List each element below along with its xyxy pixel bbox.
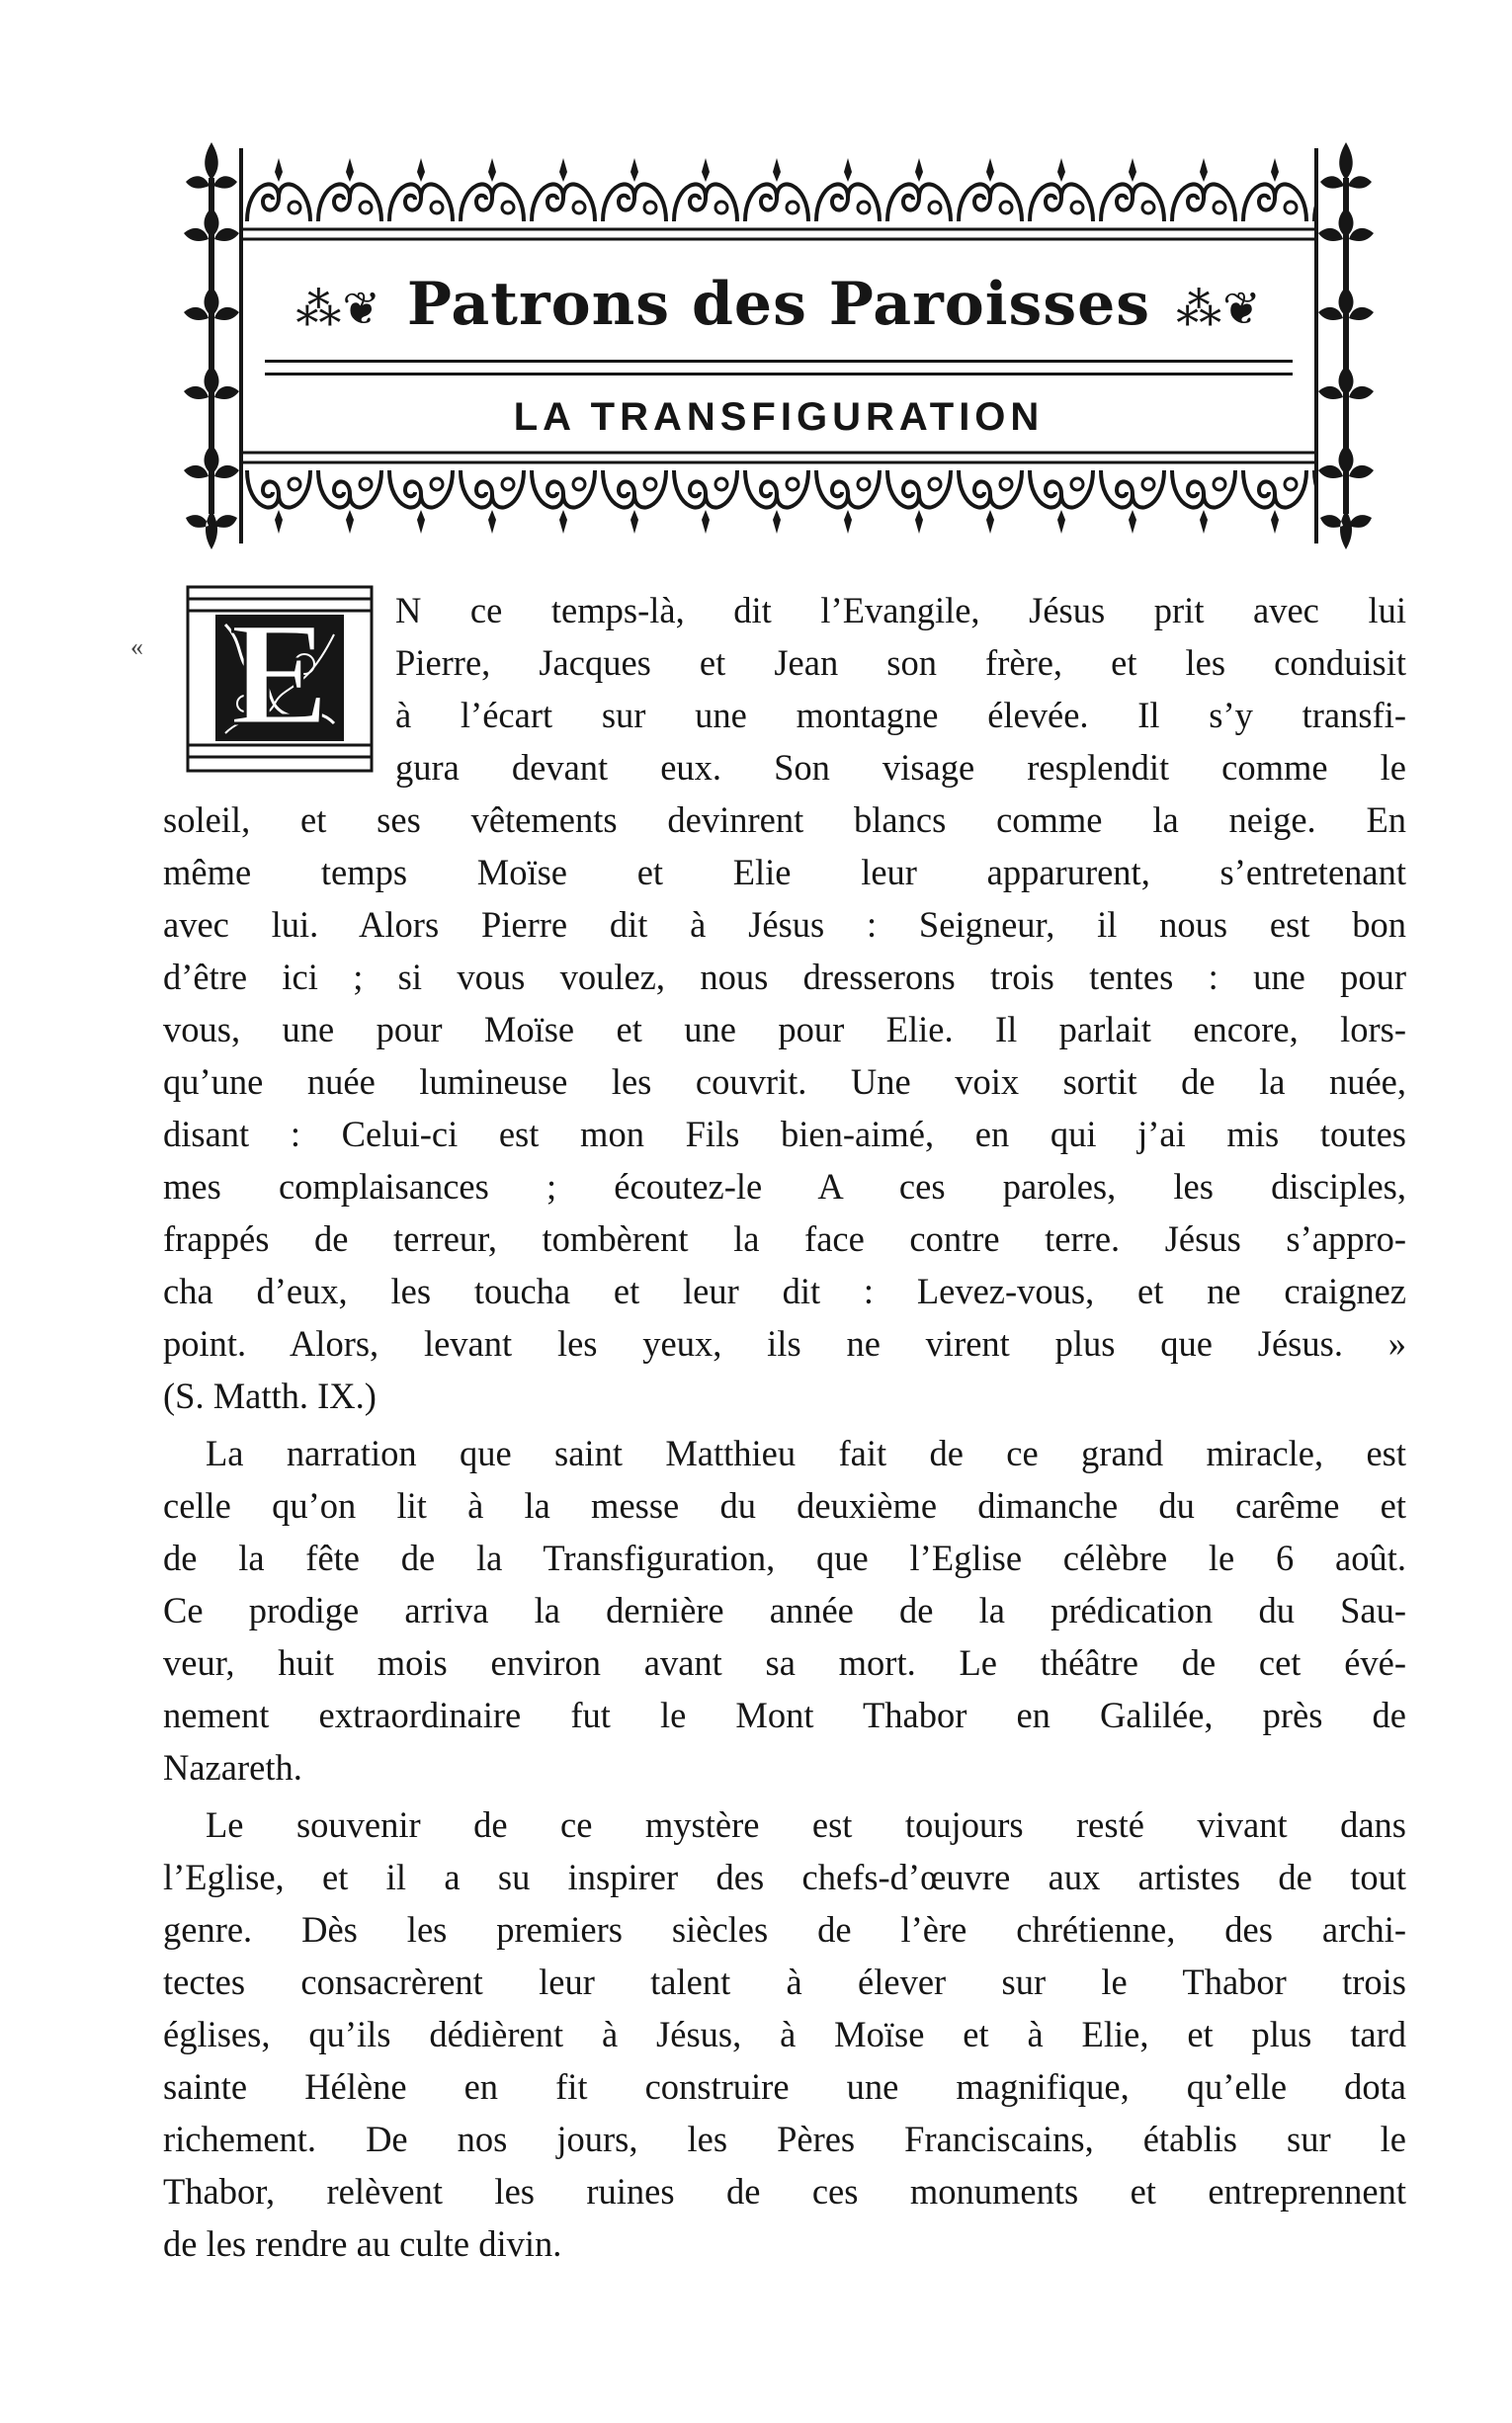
text-line: qu’une nuée lumineuse les couvrit. Une voix sortit de la nuée,	[163, 1061, 1406, 1102]
text-line: veur, huit mois environ avant sa mort. Le théâtre de cet évé-	[163, 1642, 1406, 1683]
ornamental-band-top-icon	[243, 152, 1314, 241]
text-line: N ce temps-là, dit l’Evangile, Jésus prit avec lui	[395, 590, 1406, 630]
text-line: mes complaisances ; écoutez-le A ces paroles, les disciples,	[163, 1166, 1406, 1207]
text-line: vous, une pour Moïse et une pour Elie. Il parlait encore, lors-	[163, 1009, 1406, 1049]
margin-quote-mark: «	[130, 632, 143, 661]
text-line: tectes consacrèrent leur talent à élever sur le Thabor trois	[163, 1962, 1406, 2002]
header-double-rule	[265, 360, 1293, 376]
text-line: de la fête de la Transfiguration, que l’Eglise célèbre le 6 août.	[163, 1538, 1406, 1578]
text-line: d’être ici ; si vous voulez, nous dresserons trois tentes : une pour	[163, 957, 1406, 997]
title-ornament-left-icon: ⁂❦	[295, 282, 381, 335]
text-line: Nazareth.	[163, 1747, 302, 1788]
text-line: sainte Hélène en fit construire une magnifique, qu’elle dota	[163, 2066, 1406, 2107]
text-line: gura devant eux. Son visage resplendit comme le	[395, 747, 1406, 788]
header-ornament	[176, 138, 1382, 553]
drop-cap-letter: E	[229, 592, 330, 756]
fleur-de-lis-column-left-icon	[176, 138, 247, 553]
header-title-text: Patrons des Paroisses	[406, 270, 1151, 339]
text-line: soleil, et ses vêtements devinrent blancs comme la neige. En	[163, 799, 1406, 840]
text-line: La narration que saint Matthieu fait de ce grand miracle, est	[206, 1433, 1406, 1473]
header-subtitle: LA TRANSFIGURATION	[513, 395, 1045, 439]
text-line: genre. Dès les premiers siècles de l’ère chrétienne, des archi-	[163, 1909, 1406, 1950]
text-line: richement. De nos jours, les Pères Franciscains, établis sur le	[163, 2119, 1406, 2159]
text-line: cha d’eux, les toucha et leur dit : Levez-vous, et ne craignez	[163, 1271, 1406, 1311]
text-line: Pierre, Jacques et Jean son frère, et les conduisit	[395, 642, 1406, 683]
fleur-de-lis-column-right-icon	[1310, 138, 1382, 553]
ornamental-band-bottom-icon	[243, 451, 1314, 540]
text-line: (S. Matth. IX.)	[163, 1376, 377, 1416]
text-line: avec lui. Alors Pierre dit à Jésus : Seigneur, il nous est bon	[163, 904, 1406, 945]
drop-cap-e	[186, 585, 374, 779]
text-line: frappés de terreur, tombèrent la face contre terre. Jésus s’appro-	[163, 1218, 1406, 1259]
text-line: point. Alors, levant les yeux, ils ne virent plus que Jésus. »	[163, 1323, 1406, 1364]
header-title	[247, 255, 1310, 354]
text-line: nement extraordinaire fut le Mont Thabor en Galilée, près de	[163, 1695, 1406, 1735]
text-line: l’Eglise, et il a su inspirer des chefs-d’œuvre aux artistes de tout	[163, 1857, 1406, 1897]
text-line: Thabor, relèvent les ruines de ces monuments et entreprennent	[163, 2171, 1406, 2212]
text-line: à l’écart sur une montagne élevée. Il s’y transfi-	[395, 695, 1406, 735]
text-line: Le souvenir de ce mystère est toujours resté vivant dans	[206, 1804, 1406, 1845]
text-line: même temps Moïse et Elie leur apparurent, s’entretenant	[163, 852, 1406, 892]
text-line: disant : Celui-ci est mon Fils bien-aimé, en qui j’ai mis toutes	[163, 1114, 1406, 1154]
text-line: Ce prodige arriva la dernière année de la prédication du Sau-	[163, 1590, 1406, 1630]
text-line: églises, qu’ils dédièrent à Jésus, à Moïse et à Elie, et plus tard	[163, 2014, 1406, 2054]
text-line: de les rendre au culte divin.	[163, 2223, 562, 2264]
title-ornament-right-icon: ⁂❦	[1176, 282, 1262, 335]
text-line: celle qu’on lit à la messe du deuxième dimanche du carême et	[163, 1485, 1406, 1526]
